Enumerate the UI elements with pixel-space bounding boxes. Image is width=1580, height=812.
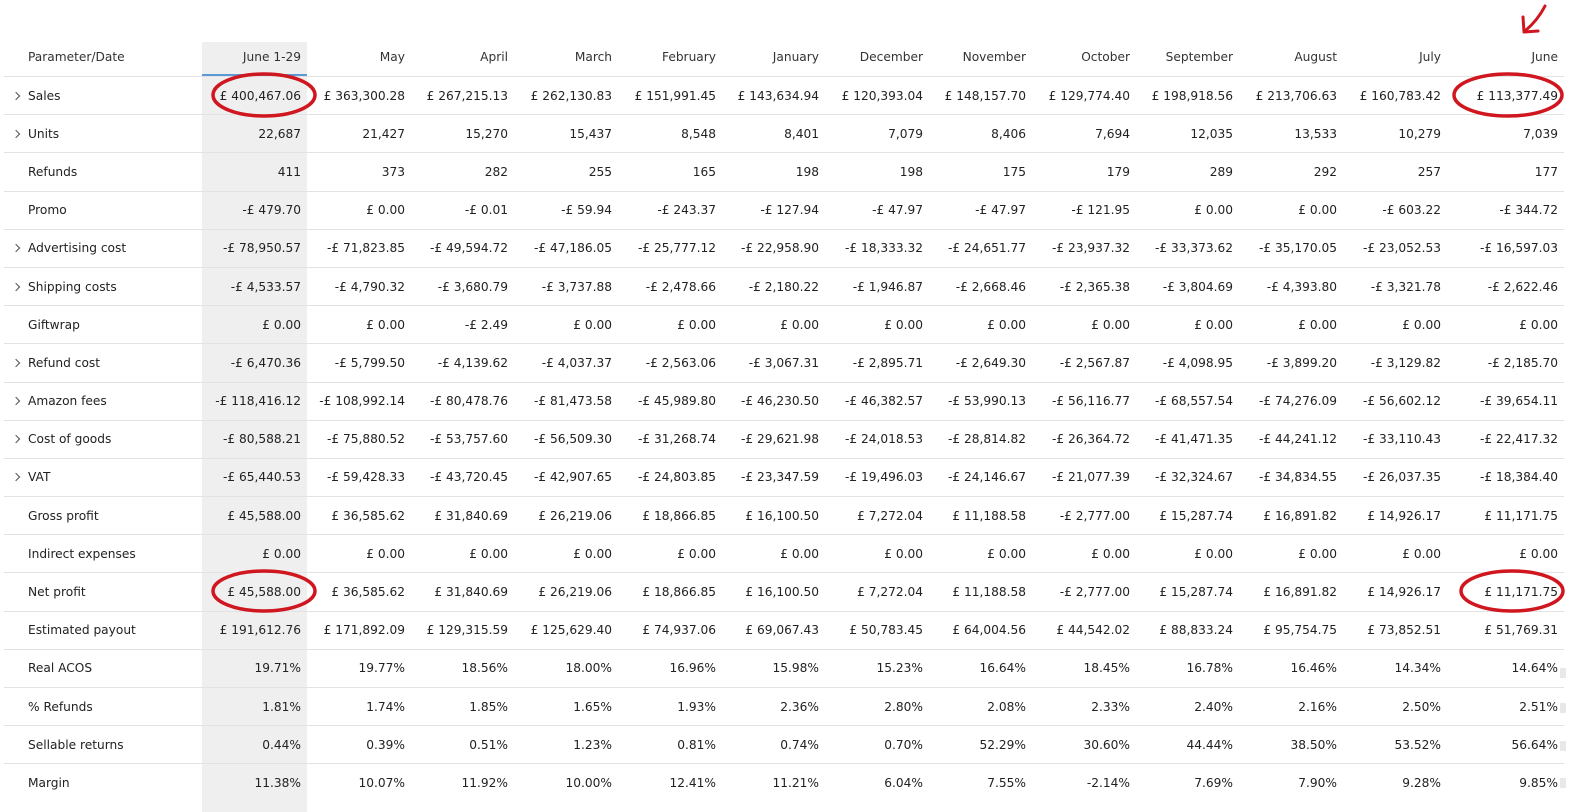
table-cell: -£ 108,992.14 xyxy=(307,382,411,420)
table-cell: 44.44% xyxy=(1136,726,1239,764)
table-cell: -£ 59,428.33 xyxy=(307,458,411,496)
table-cell: -£ 603.22 xyxy=(1343,191,1447,229)
table-cell: 2.40% xyxy=(1136,688,1239,726)
column-header-september[interactable]: September xyxy=(1165,50,1233,64)
table-cell: £ 16,100.50 xyxy=(722,497,825,535)
table-cell: 15,270 xyxy=(411,115,514,153)
table-cell: 2.51% xyxy=(1447,688,1564,726)
table-cell: -£ 53,757.60 xyxy=(411,420,514,458)
table-cell: 53.52% xyxy=(1343,726,1447,764)
row-label: Sales xyxy=(28,88,61,103)
table-cell: -£ 71,823.85 xyxy=(307,229,411,267)
table-cell: 175 xyxy=(929,153,1032,191)
row-label: Advertising cost xyxy=(28,241,127,256)
table-cell: £ 45,588.00 xyxy=(202,497,307,535)
table-cell: -£ 80,588.21 xyxy=(202,420,307,458)
table-cell: 11.38% xyxy=(202,764,307,802)
table-cell: -£ 4,139.62 xyxy=(411,344,514,382)
table-cell: -£ 47.97 xyxy=(929,191,1032,229)
table-cell: 0.81% xyxy=(618,726,722,764)
column-header-october[interactable]: October xyxy=(1081,50,1130,64)
table-cell: 14.64% xyxy=(1447,649,1564,687)
table-cell: -£ 3,737.88 xyxy=(514,267,618,305)
table-cell: 52.29% xyxy=(929,726,1032,764)
table-cell: -£ 1,946.87 xyxy=(825,267,929,305)
table-cell: 7.90% xyxy=(1239,764,1343,802)
row-label: Giftwrap xyxy=(28,317,80,332)
row-label: Cost of goods xyxy=(28,432,112,447)
table-cell: £ 0.00 xyxy=(514,306,618,344)
table-cell: 1.74% xyxy=(307,688,411,726)
table-cell: 16.96% xyxy=(618,649,722,687)
table-cell: £ 213,706.63 xyxy=(1239,77,1343,115)
table-cell: 15.23% xyxy=(825,649,929,687)
table-cell: £ 0.00 xyxy=(202,535,307,573)
table-cell: 10.00% xyxy=(514,764,618,802)
table-cell: £ 0.00 xyxy=(929,306,1032,344)
table-cell: £ 0.00 xyxy=(202,306,307,344)
table-cell: -£ 243.37 xyxy=(618,191,722,229)
table-cell: £ 0.00 xyxy=(307,191,411,229)
table-cell: -£ 2,777.00 xyxy=(1032,497,1136,535)
table-cell: 12.41% xyxy=(618,764,722,802)
row-label: Estimated payout xyxy=(28,623,136,638)
table-cell: -£ 23,937.32 xyxy=(1032,229,1136,267)
table-cell: -£ 4,533.57 xyxy=(202,267,307,305)
table-cell: -£ 29,621.98 xyxy=(722,420,825,458)
table-cell: -£ 56,602.12 xyxy=(1343,382,1447,420)
table-cell: 292 xyxy=(1239,153,1343,191)
table-cell: £ 129,774.40 xyxy=(1032,77,1136,115)
table-cell: 2.80% xyxy=(825,688,929,726)
table-cell: 7.55% xyxy=(929,764,1032,802)
table-cell: -£ 68,557.54 xyxy=(1136,382,1239,420)
table-cell: 18.56% xyxy=(411,649,514,687)
table-cell: £ 36,585.62 xyxy=(307,573,411,611)
table-cell: 14.34% xyxy=(1343,649,1447,687)
table-cell: 18.45% xyxy=(1032,649,1136,687)
table-cell: -£ 74,276.09 xyxy=(1239,382,1343,420)
table-cell: -£ 46,382.57 xyxy=(825,382,929,420)
table-cell: 1.81% xyxy=(202,688,307,726)
table-cell: -£ 2,478.66 xyxy=(618,267,722,305)
table-cell: £ 0.00 xyxy=(307,306,411,344)
table-cell: 2.08% xyxy=(929,688,1032,726)
table-cell: £ 7,272.04 xyxy=(825,573,929,611)
annotation-circle-net-profit-june xyxy=(1461,571,1563,611)
table-cell: 2.33% xyxy=(1032,688,1136,726)
table-cell: £ 191,612.76 xyxy=(202,611,307,649)
table-cell: -£ 18,333.32 xyxy=(825,229,929,267)
table-cell: 255 xyxy=(514,153,618,191)
table-cell: 16.78% xyxy=(1136,649,1239,687)
table-cell: £ 0.00 xyxy=(722,535,825,573)
table-cell: £ 0.00 xyxy=(1032,535,1136,573)
table-cell: -£ 3,680.79 xyxy=(411,267,514,305)
table-cell: -£ 47,186.05 xyxy=(514,229,618,267)
table-cell: -£ 81,473.58 xyxy=(514,382,618,420)
table-cell: 10,279 xyxy=(1343,115,1447,153)
column-header-august[interactable]: August xyxy=(1294,50,1337,64)
table-cell: £ 14,926.17 xyxy=(1343,573,1447,611)
parameter-date-header: Parameter/Date xyxy=(28,50,125,64)
table-cell: -£ 344.72 xyxy=(1447,191,1564,229)
table-cell: £ 151,991.45 xyxy=(618,77,722,115)
table-cell: 0.74% xyxy=(722,726,825,764)
column-header-april[interactable]: April xyxy=(480,50,508,64)
table-cell: -£ 127.94 xyxy=(722,191,825,229)
table-cell: -£ 2,567.87 xyxy=(1032,344,1136,382)
table-cell: 282 xyxy=(411,153,514,191)
table-cell: £ 0.00 xyxy=(618,306,722,344)
table-cell: -£ 80,478.76 xyxy=(411,382,514,420)
table-cell: £ 11,188.58 xyxy=(929,573,1032,611)
table-cell: -£ 3,067.31 xyxy=(722,344,825,382)
table-cell: -£ 28,814.82 xyxy=(929,420,1032,458)
table-cell: £ 400,467.06 xyxy=(202,77,307,115)
table-cell: -£ 22,958.90 xyxy=(722,229,825,267)
table-cell: -£ 24,651.77 xyxy=(929,229,1032,267)
column-header-june[interactable]: June xyxy=(1531,50,1558,64)
column-header-november[interactable]: November xyxy=(962,50,1026,64)
table-cell: -£ 4,098.95 xyxy=(1136,344,1239,382)
table-cell: -£ 2,777.00 xyxy=(1032,573,1136,611)
table-cell: 0.39% xyxy=(307,726,411,764)
table-cell: -£ 2,622.46 xyxy=(1447,267,1564,305)
table-cell: £ 36,585.62 xyxy=(307,497,411,535)
table-cell: -£ 34,834.55 xyxy=(1239,458,1343,496)
row-label: VAT xyxy=(28,470,51,485)
table-cell: -£ 75,880.52 xyxy=(307,420,411,458)
table-cell: £ 0.00 xyxy=(411,535,514,573)
table-cell: 9.85% xyxy=(1447,764,1564,802)
table-cell: £ 125,629.40 xyxy=(514,611,618,649)
table-cell: 19.71% xyxy=(202,649,307,687)
column-header-june-1-29[interactable]: June 1-29 xyxy=(242,50,301,64)
table-cell: -£ 2,365.38 xyxy=(1032,267,1136,305)
annotation-circle-sales-june xyxy=(1454,74,1562,116)
table-cell: £ 16,100.50 xyxy=(722,573,825,611)
row-label: Promo xyxy=(28,203,67,218)
table-cell: -2.14% xyxy=(1032,764,1136,802)
table-cell: -£ 2,649.30 xyxy=(929,344,1032,382)
row-label: Gross profit xyxy=(28,508,99,523)
table-cell: £ 0.00 xyxy=(1032,306,1136,344)
table-cell: 18.00% xyxy=(514,649,618,687)
column-header-january[interactable]: January xyxy=(772,50,819,64)
table-cell: £ 7,272.04 xyxy=(825,497,929,535)
table-cell: -£ 53,990.13 xyxy=(929,382,1032,420)
table-cell: £ 50,783.45 xyxy=(825,611,929,649)
table-cell: £ 160,783.42 xyxy=(1343,77,1447,115)
table-cell: 198 xyxy=(722,153,825,191)
table-cell: 56.64% xyxy=(1447,726,1564,764)
table-cell: 15,437 xyxy=(514,115,618,153)
table-cell: £ 15,287.74 xyxy=(1136,497,1239,535)
table-cell: £ 267,215.13 xyxy=(411,77,514,115)
table-cell: £ 0.00 xyxy=(1136,306,1239,344)
table-cell: -£ 2,185.70 xyxy=(1447,344,1564,382)
table-cell: 11.92% xyxy=(411,764,514,802)
table-cell: £ 120,393.04 xyxy=(825,77,929,115)
annotation-circle-net-profit-june-1-29 xyxy=(213,571,315,611)
table-cell: 7.69% xyxy=(1136,764,1239,802)
table-cell: -£ 121.95 xyxy=(1032,191,1136,229)
table-cell: -£ 41,471.35 xyxy=(1136,420,1239,458)
table-cell: 8,401 xyxy=(722,115,825,153)
table-cell: 30.60% xyxy=(1032,726,1136,764)
table-cell: -£ 3,804.69 xyxy=(1136,267,1239,305)
annotation-circle-sales-june-1-29 xyxy=(213,74,315,116)
row-label: Refunds xyxy=(28,164,78,179)
table-cell: -£ 24,803.85 xyxy=(618,458,722,496)
row-label: % Refunds xyxy=(28,699,93,714)
table-cell: 1.93% xyxy=(618,688,722,726)
table-cell: £ 26,219.06 xyxy=(514,497,618,535)
table-cell: £ 95,754.75 xyxy=(1239,611,1343,649)
table-cell: -£ 65,440.53 xyxy=(202,458,307,496)
table-cell: £ 31,840.69 xyxy=(411,497,514,535)
table-cell: £ 0.00 xyxy=(514,535,618,573)
table-cell: £ 14,926.17 xyxy=(1343,497,1447,535)
table-cell: 11.21% xyxy=(722,764,825,802)
table-cell: £ 0.00 xyxy=(1447,535,1564,573)
table-cell: 8,406 xyxy=(929,115,1032,153)
table-cell: 373 xyxy=(307,153,411,191)
table-cell: -£ 479.70 xyxy=(202,191,307,229)
table-cell: £ 11,171.75 xyxy=(1447,573,1564,611)
table-cell: 198 xyxy=(825,153,929,191)
table-cell: -£ 4,393.80 xyxy=(1239,267,1343,305)
table-cell: £ 0.00 xyxy=(1447,306,1564,344)
table-cell: £ 0.00 xyxy=(929,535,1032,573)
table-cell: -£ 4,790.32 xyxy=(307,267,411,305)
table-cell: 19.77% xyxy=(307,649,411,687)
table-cell: £ 0.00 xyxy=(1136,191,1239,229)
table-cell: £ 262,130.83 xyxy=(514,77,618,115)
table-cell: £ 11,171.75 xyxy=(1447,497,1564,535)
row-label: Margin xyxy=(28,775,70,790)
table-cell: £ 0.00 xyxy=(722,306,825,344)
row-label: Net profit xyxy=(28,585,86,600)
table-cell: 0.51% xyxy=(411,726,514,764)
column-header-july[interactable]: July xyxy=(1419,50,1441,64)
table-cell: -£ 22,417.32 xyxy=(1447,420,1564,458)
table-cell: -£ 5,799.50 xyxy=(307,344,411,382)
table-cell: 7,039 xyxy=(1447,115,1564,153)
table-cell: 1.85% xyxy=(411,688,514,726)
table-cell: 16.64% xyxy=(929,649,1032,687)
table-cell: £ 44,542.02 xyxy=(1032,611,1136,649)
table-cell: £ 0.00 xyxy=(825,306,929,344)
table-cell: £ 0.00 xyxy=(1343,535,1447,573)
table-cell: -£ 44,241.12 xyxy=(1239,420,1343,458)
row-label: Sellable returns xyxy=(28,737,124,752)
table-cell: £ 69,067.43 xyxy=(722,611,825,649)
table-cell: -£ 25,777.12 xyxy=(618,229,722,267)
table-cell: £ 18,866.85 xyxy=(618,573,722,611)
table-cell: -£ 56,116.77 xyxy=(1032,382,1136,420)
table-cell: £ 363,300.28 xyxy=(307,77,411,115)
table-cell: £ 45,588.00 xyxy=(202,573,307,611)
column-header-december[interactable]: December xyxy=(859,50,923,64)
table-cell: £ 0.00 xyxy=(307,535,411,573)
table-cell: 6.04% xyxy=(825,764,929,802)
table-cell: -£ 78,950.57 xyxy=(202,229,307,267)
table-cell: -£ 19,496.03 xyxy=(825,458,929,496)
table-cell: -£ 26,037.35 xyxy=(1343,458,1447,496)
table-cell: 7,694 xyxy=(1032,115,1136,153)
table-cell: -£ 3,321.78 xyxy=(1343,267,1447,305)
table-cell: 10.07% xyxy=(307,764,411,802)
table-cell: £ 18,866.85 xyxy=(618,497,722,535)
table-cell: 0.70% xyxy=(825,726,929,764)
row-label: Shipping costs xyxy=(28,279,117,294)
table-cell: -£ 49,594.72 xyxy=(411,229,514,267)
table-cell: -£ 118,416.12 xyxy=(202,382,307,420)
table-cell: -£ 32,324.67 xyxy=(1136,458,1239,496)
table-cell: £ 113,377.49 xyxy=(1447,77,1564,115)
table-cell: £ 198,918.56 xyxy=(1136,77,1239,115)
table-cell: 179 xyxy=(1032,153,1136,191)
table-cell: 257 xyxy=(1343,153,1447,191)
table-cell: £ 88,833.24 xyxy=(1136,611,1239,649)
table-cell: -£ 18,384.40 xyxy=(1447,458,1564,496)
table-cell: -£ 31,268.74 xyxy=(618,420,722,458)
table-cell: -£ 0.01 xyxy=(411,191,514,229)
table-cell: -£ 39,654.11 xyxy=(1447,382,1564,420)
table-cell: 8,548 xyxy=(618,115,722,153)
table-cell: -£ 42,907.65 xyxy=(514,458,618,496)
table-cell: 13,533 xyxy=(1239,115,1343,153)
table-cell: -£ 3,899.20 xyxy=(1239,344,1343,382)
table-cell: 1.23% xyxy=(514,726,618,764)
table-cell: £ 15,287.74 xyxy=(1136,573,1239,611)
table-cell: -£ 56,509.30 xyxy=(514,420,618,458)
table-cell: 411 xyxy=(202,153,307,191)
table-cell: 12,035 xyxy=(1136,115,1239,153)
table-cell: -£ 16,597.03 xyxy=(1447,229,1564,267)
table-cell: -£ 46,230.50 xyxy=(722,382,825,420)
table-cell: -£ 6,470.36 xyxy=(202,344,307,382)
table-cell: -£ 2.49 xyxy=(411,306,514,344)
column-header-march[interactable]: March xyxy=(574,50,612,64)
table-cell: -£ 2,668.46 xyxy=(929,267,1032,305)
table-cell: -£ 24,146.67 xyxy=(929,458,1032,496)
table-cell: 2.16% xyxy=(1239,688,1343,726)
table-cell: £ 0.00 xyxy=(618,535,722,573)
column-header-february[interactable]: February xyxy=(661,50,716,64)
table-cell: -£ 4,037.37 xyxy=(514,344,618,382)
table-cell: £ 143,634.94 xyxy=(722,77,825,115)
table-cell: £ 16,891.82 xyxy=(1239,497,1343,535)
table-cell: £ 73,852.51 xyxy=(1343,611,1447,649)
table-cell: £ 129,315.59 xyxy=(411,611,514,649)
table-cell: £ 64,004.56 xyxy=(929,611,1032,649)
table-cell: 21,427 xyxy=(307,115,411,153)
table-cell: 165 xyxy=(618,153,722,191)
table-cell: -£ 2,180.22 xyxy=(722,267,825,305)
table-cell: -£ 45,989.80 xyxy=(618,382,722,420)
table-cell: -£ 21,077.39 xyxy=(1032,458,1136,496)
table-cell: 38.50% xyxy=(1239,726,1343,764)
table-cell: -£ 35,170.05 xyxy=(1239,229,1343,267)
table-cell: £ 171,892.09 xyxy=(307,611,411,649)
table-cell: -£ 23,052.53 xyxy=(1343,229,1447,267)
table-cell: -£ 47.97 xyxy=(825,191,929,229)
table-cell: £ 31,840.69 xyxy=(411,573,514,611)
table-cell: 2.50% xyxy=(1343,688,1447,726)
column-header-may[interactable]: May xyxy=(379,50,405,64)
table-cell: -£ 2,563.06 xyxy=(618,344,722,382)
table-cell: £ 148,157.70 xyxy=(929,77,1032,115)
table-cell: -£ 33,373.62 xyxy=(1136,229,1239,267)
table-cell: £ 26,219.06 xyxy=(514,573,618,611)
row-label: Refund cost xyxy=(28,355,101,370)
table-cell: £ 0.00 xyxy=(1343,306,1447,344)
row-label: Amazon fees xyxy=(28,394,107,409)
table-cell: -£ 33,110.43 xyxy=(1343,420,1447,458)
table-cell: -£ 43,720.45 xyxy=(411,458,514,496)
table-cell: £ 16,891.82 xyxy=(1239,573,1343,611)
table-cell: -£ 3,129.82 xyxy=(1343,344,1447,382)
table-cell: -£ 26,364.72 xyxy=(1032,420,1136,458)
table-cell: 7,079 xyxy=(825,115,929,153)
table-cell: £ 74,937.06 xyxy=(618,611,722,649)
table-cell: -£ 2,895.71 xyxy=(825,344,929,382)
table-cell: 0.44% xyxy=(202,726,307,764)
table-cell: £ 51,769.31 xyxy=(1447,611,1564,649)
table-cell: -£ 24,018.53 xyxy=(825,420,929,458)
annotation-arrow-icon xyxy=(1523,6,1545,32)
table-cell: 1.65% xyxy=(514,688,618,726)
table-cell: 289 xyxy=(1136,153,1239,191)
table-cell: £ 0.00 xyxy=(1239,306,1343,344)
table-cell: £ 11,188.58 xyxy=(929,497,1032,535)
table-cell: £ 0.00 xyxy=(825,535,929,573)
table-cell: 16.46% xyxy=(1239,649,1343,687)
table-cell: 9.28% xyxy=(1343,764,1447,802)
table-cell: 2.36% xyxy=(722,688,825,726)
row-label: Indirect expenses xyxy=(28,546,136,561)
row-label: Units xyxy=(28,126,60,141)
table-cell: £ 0.00 xyxy=(1239,191,1343,229)
table-cell: £ 0.00 xyxy=(1239,535,1343,573)
table-cell: -£ 59.94 xyxy=(514,191,618,229)
table-cell: 22,687 xyxy=(202,115,307,153)
table-cell: 15.98% xyxy=(722,649,825,687)
row-label: Real ACOS xyxy=(28,661,93,676)
table-cell: £ 0.00 xyxy=(1136,535,1239,573)
table-cell: -£ 23,347.59 xyxy=(722,458,825,496)
table-cell: 177 xyxy=(1447,153,1564,191)
